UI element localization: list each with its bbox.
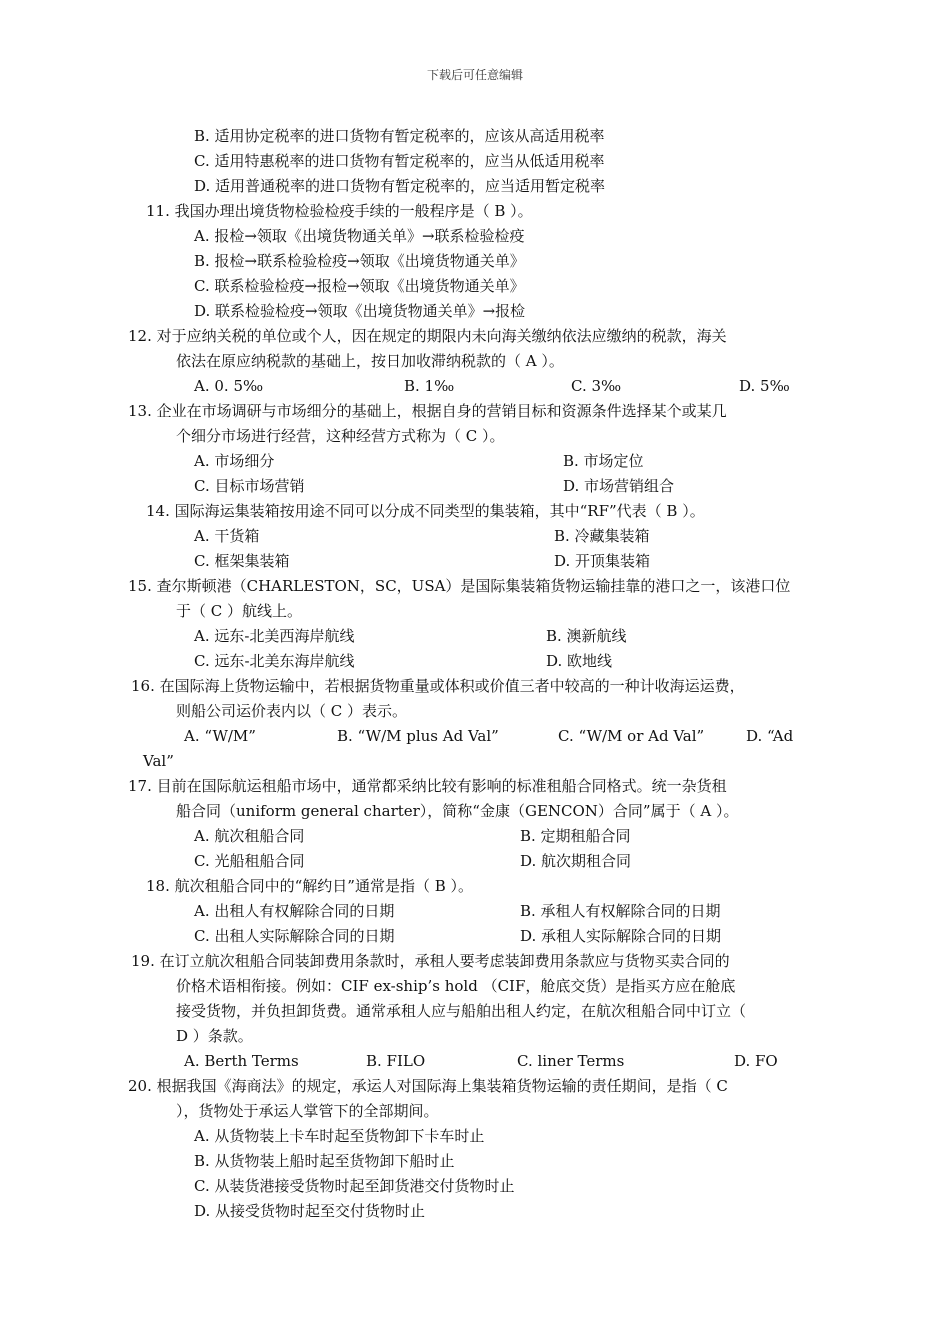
text-line: 13. 企业在市场调研与市场细分的基础上，根据自身的营销目标和资源条件选择某个或某几 <box>128 402 727 420</box>
text-line: C. 出租人实际解除合同的日期 <box>194 927 395 945</box>
text-line: C. 3‰ <box>571 377 622 395</box>
text-line: D. 欧地线 <box>546 652 613 670</box>
text-line: D. 适用普通税率的进口货物有暂定税率的，应当适用暂定税率 <box>194 177 606 195</box>
text-line: 14. 国际海运集装箱按用途不同可以分成不同类型的集装箱，其中“RF”代表（ B ）。 <box>146 502 705 520</box>
text-line: D. 航次期租合同 <box>520 852 632 870</box>
text-line: D. 承租人实际解除合同的日期 <box>520 927 722 945</box>
text-line: B. FILO <box>366 1052 426 1070</box>
text-line: B. 承租人有权解除合同的日期 <box>520 902 721 920</box>
page-header: 下载后可任意编辑 <box>426 68 523 82</box>
text-line: A. 市场细分 <box>194 452 275 470</box>
text-line: B. 定期租船合同 <box>520 827 631 845</box>
text-line: C. 适用特惠税率的进口货物有暂定税率的，应当从低适用税率 <box>194 152 605 170</box>
text-line: C. 目标市场营销 <box>194 477 305 495</box>
text-line: 船合同（uniform general charter），简称“金康（GENCON）合同”属于（ A ）。 <box>176 802 739 820</box>
text-line: A. 报检→领取《出境货物通关单》→联系检验检疫 <box>194 227 525 245</box>
text-line: D. 从接受货物时起至交付货物时止 <box>194 1202 426 1220</box>
text-line: 12. 对于应纳关税的单位或个人，因在规定的期限内未向海关缴纳依法应缴纳的税款，海关 <box>128 327 727 345</box>
text-line: A. 航次租船合同 <box>194 827 305 845</box>
text-line: Val” <box>143 752 174 770</box>
text-line: 于（ C ）航线上。 <box>176 602 303 620</box>
text-line: A. 远东-北美西海岸航线 <box>194 627 355 645</box>
text-line: B. 从货物装上船时起至货物卸下船时止 <box>194 1152 455 1170</box>
text-line: 依法在原应纳税款的基础上，按日加收滞纳税款的（ A ）。 <box>176 352 564 370</box>
text-line: B. 报检→联系检验检疫→领取《出境货物通关单》 <box>194 252 525 270</box>
text-line: D. FO <box>734 1052 778 1070</box>
text-line: 20. 根据我国《海商法》的规定，承运人对国际海上集装箱货物运输的责任期间，是指（ C <box>128 1077 728 1095</box>
text-line: C. “W/M or Ad Val” <box>558 727 705 745</box>
text-line: A. 0. 5‰ <box>194 377 264 395</box>
text-line: B. 澳新航线 <box>546 627 627 645</box>
text-line: 18. 航次租船合同中的“解约日”通常是指（ B ）。 <box>146 877 474 895</box>
text-line: A. 从货物装上卡车时起至货物卸下卡车时止 <box>194 1127 485 1145</box>
text-line: B. 冷藏集装箱 <box>554 527 650 545</box>
text-line: C. 光船租船合同 <box>194 852 305 870</box>
text-line: A. Berth Terms <box>184 1052 299 1070</box>
text-line: C. liner Terms <box>517 1052 625 1070</box>
text-line: C. 框架集装箱 <box>194 552 290 570</box>
text-line: D ）条款。 <box>176 1027 253 1045</box>
text-line: D. 开顶集装箱 <box>554 552 651 570</box>
text-line: 19. 在订立航次租船合同装卸费用条款时，承租人要考虑装卸费用条款应与货物买卖合同的 <box>131 952 730 970</box>
text-line: 11. 我国办理出境货物检验检疫手续的一般程序是（ B ）。 <box>146 202 533 220</box>
text-line: B. 1‰ <box>404 377 455 395</box>
text-line: 16. 在国际海上货物运输中，若根据货物重量或体积或价值三者中较高的一种计收海运运费， <box>131 677 745 695</box>
text-line: A. 干货箱 <box>194 527 260 545</box>
text-line: 价格术语相衔接。例如：CIF ex-ship’s hold （CIF，舱底交货）是指买方应在舱底 <box>176 977 736 995</box>
text-line: D. 市场营销组合 <box>563 477 675 495</box>
text-line: 个细分市场进行经营，这种经营方式称为（ C ）。 <box>176 427 505 445</box>
text-line: 17. 目前在国际航运租船市场中，通常都采纳比较有影响的标准租船合同格式。统一杂货租 <box>128 777 727 795</box>
text-line: A. 出租人有权解除合同的日期 <box>194 902 395 920</box>
text-line: C. 从装货港接受货物时起至卸货港交付货物时止 <box>194 1177 515 1195</box>
text-line: 15. 查尔斯顿港（CHARLESTON，SC，USA）是国际集装箱货物运输挂靠的港口之一，该港口位 <box>128 577 791 595</box>
text-line: 则船公司运价表内以（ C ）表示。 <box>176 702 408 720</box>
text-line: D. “Ad <box>746 727 794 745</box>
text-line: B. 市场定位 <box>563 452 644 470</box>
text-line: C. 远东-北美东海岸航线 <box>194 652 355 670</box>
text-line: C. 联系检验检疫→报检→领取《出境货物通关单》 <box>194 277 525 295</box>
text-line: D. 5‰ <box>739 377 790 395</box>
text-line: B. “W/M plus Ad Val” <box>337 727 499 745</box>
text-line: B. 适用协定税率的进口货物有暂定税率的，应该从高适用税率 <box>194 127 605 145</box>
text-line: 接受货物，并负担卸货费。通常承租人应与船舶出租人约定，在航次租船合同中订立（ <box>176 1002 747 1020</box>
text-line: ），货物处于承运人掌管下的全部期间。 <box>176 1102 439 1120</box>
text-line: A. “W/M” <box>184 727 256 745</box>
text-line: D. 联系检验检疫→领取《出境货物通关单》→报检 <box>194 302 526 320</box>
